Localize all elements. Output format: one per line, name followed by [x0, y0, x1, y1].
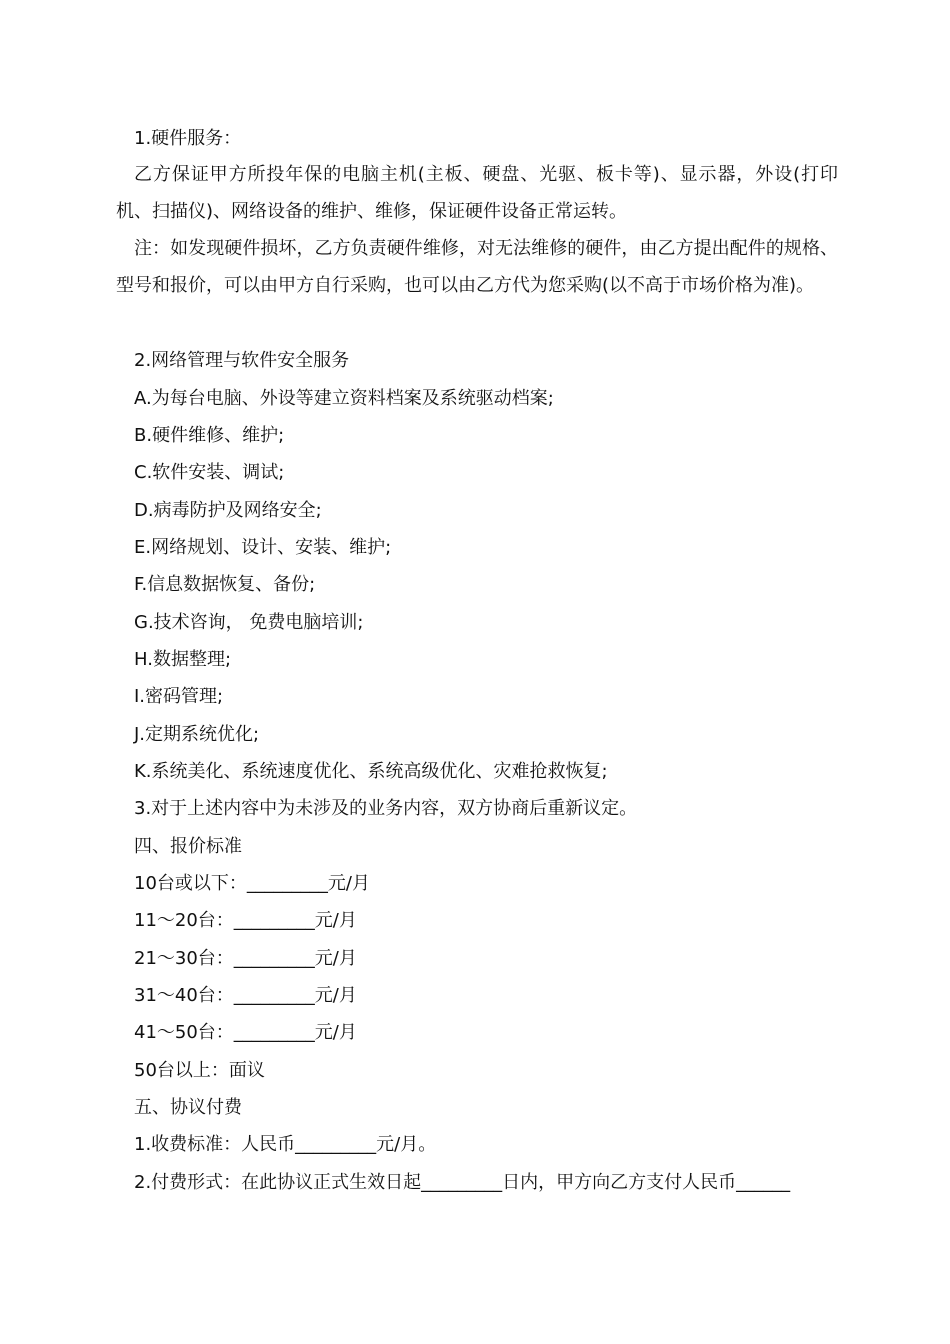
price-tier [0, 869, 950, 899]
price-tier [0, 906, 950, 936]
price-tier [0, 1056, 950, 1086]
list-item [0, 421, 950, 451]
list-item-text: H.数据整理; [134, 649, 232, 670]
hardware-title-text: 1.硬件服务： [134, 128, 242, 149]
price-tier-text: 50台以上：面议 [134, 1060, 265, 1081]
price-tier [0, 1018, 950, 1048]
list-item-text: F.信息数据恢复、备份; [134, 574, 316, 595]
payment-title-text: 五、协议付费 [134, 1097, 242, 1118]
list-item [0, 570, 950, 600]
list-item-text: J.定期系统优化; [134, 724, 260, 745]
payment-item-1 [0, 1130, 950, 1160]
list-item [0, 458, 950, 488]
hardware-paragraph: 乙方保证甲方所投年保的电脑主机(主板、硬盘、光驱、板卡等)、显示器，外设(打印机、扫描仪)、网络设备的维护、维修，保证硬件设备正常运转。 [116, 164, 838, 222]
payment-item-2-text: 2.付费形式：在此协议正式生效日起_________日内，甲方向乙方支付人民币______ [134, 1172, 791, 1193]
list-item-text: A.为每台电脑、外设等建立资料档案及系统驱动档案; [134, 388, 554, 409]
network-item-3 [0, 794, 950, 824]
payment-item-2 [0, 1168, 950, 1198]
price-title-text: 四、报价标准 [134, 836, 242, 857]
list-item-text: B.硬件维修、维护; [134, 425, 285, 446]
price-tier [0, 981, 950, 1011]
list-item [0, 645, 950, 675]
list-item [0, 720, 950, 750]
payment-item-1-text: 1.收费标准：人民币_________元/月。 [134, 1134, 437, 1155]
list-item [0, 608, 950, 638]
list-item-text: C.软件安装、调试; [134, 462, 285, 483]
list-item-text: G.技术咨询， 免费电脑培训; [134, 612, 364, 633]
list-item-text: I.密码管理; [134, 686, 224, 707]
network-item-3-text: 3.对于上述内容中为未涉及的业务内容，双方协商后重新议定。 [134, 798, 638, 819]
price-tier-text: 11～20台：_________元/月 [134, 910, 357, 931]
price-tier-text: 21～30台：_________元/月 [134, 948, 357, 969]
price-tier-text: 41～50台：_________元/月 [134, 1022, 357, 1043]
network-title-text: 2.网络管理与软件安全服务 [134, 350, 350, 371]
hardware-title [0, 124, 950, 154]
list-item [0, 757, 950, 787]
list-item-text: K.系统美化、系统速度优化、系统高级优化、灾难抢救恢复; [134, 761, 608, 782]
list-item [0, 533, 950, 563]
price-tier-text: 31～40台：_________元/月 [134, 985, 357, 1006]
price-tier [0, 944, 950, 974]
list-item-text: E.网络规划、设计、安装、维护; [134, 537, 392, 558]
list-item-text: D.病毒防护及网络安全; [134, 500, 322, 521]
list-item [0, 384, 950, 414]
price-title [0, 832, 950, 862]
network-title [0, 346, 950, 376]
hardware-note: 注：如发现硬件损坏，乙方负责硬件维修，对无法维修的硬件，由乙方提出配件的规格、型号和报价，可以由甲方自行采购，也可以由乙方代为您采购(以不高于市场价格为准)。 [116, 238, 838, 296]
list-item [0, 496, 950, 526]
payment-title [0, 1093, 950, 1123]
price-tier-text: 10台或以下：_________元/月 [134, 873, 370, 894]
list-item [0, 682, 950, 712]
